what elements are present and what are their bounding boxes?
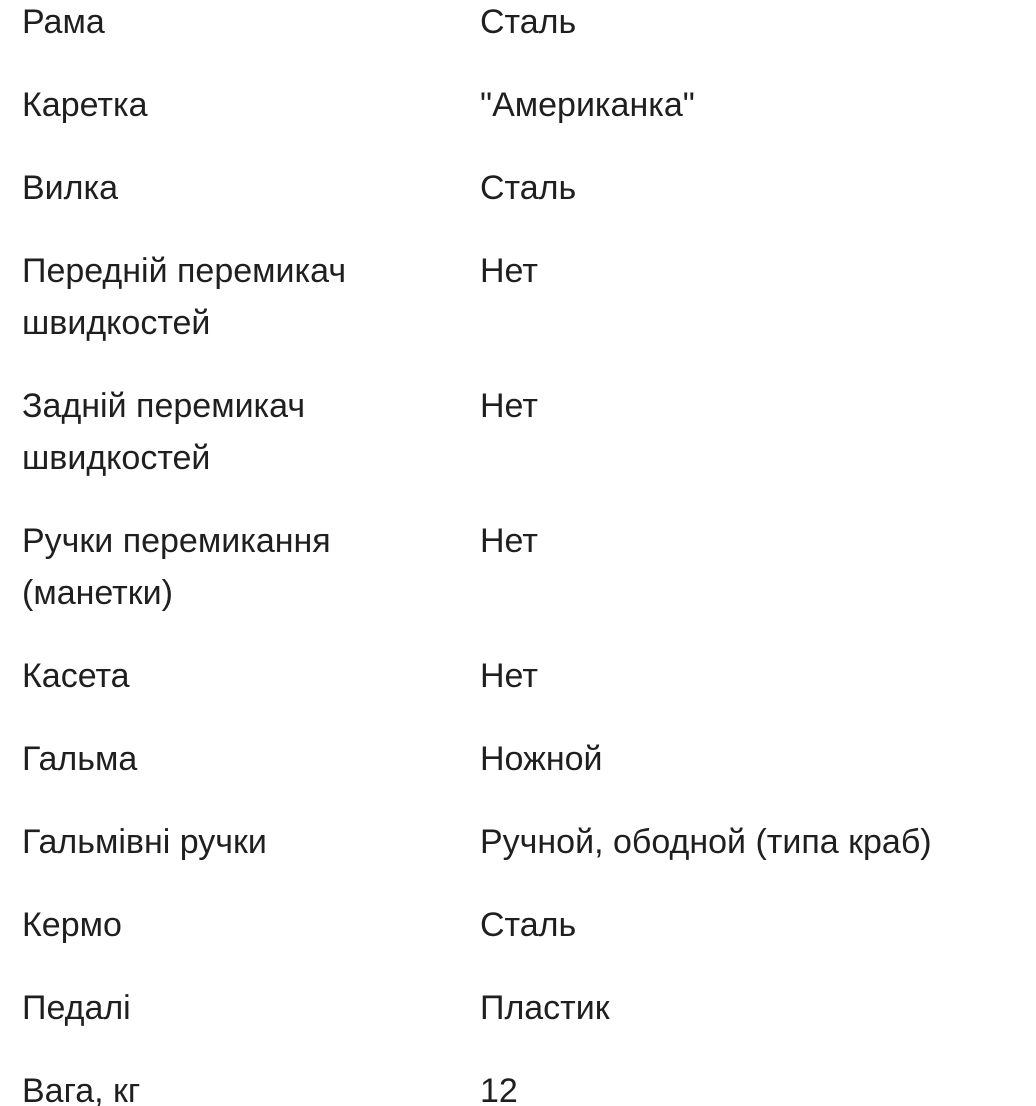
spec-label: Вага, кг	[22, 1072, 141, 1106]
spec-value: 12	[480, 1072, 518, 1106]
spec-label: Каретка	[22, 86, 148, 124]
spec-value: Нет	[480, 387, 538, 425]
spec-value: Сталь	[480, 169, 577, 207]
spec-row-brakes	[22, 733, 1022, 785]
spec-row-brake-levers	[22, 816, 1022, 868]
spec-value: Нет	[480, 657, 538, 695]
spec-row-front-derailleur	[22, 245, 1022, 349]
spec-value: Пластик	[480, 989, 610, 1027]
spec-value: Нет	[480, 252, 538, 290]
spec-label: Кермо	[22, 906, 122, 944]
spec-value: "Американка"	[480, 86, 695, 124]
spec-row-pedals	[22, 982, 1022, 1034]
spec-value: Ручной, ободной (типа краб)	[480, 823, 932, 861]
spec-label: Задній перемикач швидкостей	[22, 387, 306, 477]
spec-label: Педалі	[22, 989, 131, 1027]
spec-row-handlebar	[22, 899, 1022, 951]
spec-row-bottom-bracket	[22, 79, 1022, 131]
spec-value: Сталь	[480, 906, 577, 944]
spec-label: Ручки перемикання (манетки)	[22, 522, 331, 612]
spec-label: Рама	[22, 3, 105, 41]
spec-label: Вилка	[22, 169, 119, 207]
spec-label: Гальмівні ручки	[22, 823, 267, 861]
spec-value: Нет	[480, 522, 538, 560]
spec-row-cassette	[22, 650, 1022, 702]
spec-value: Ножной	[480, 740, 603, 778]
spec-table	[22, 0, 1022, 1106]
spec-label: Передній перемикач швидкостей	[22, 252, 347, 342]
spec-label: Гальма	[22, 740, 138, 778]
spec-row-rear-derailleur	[22, 380, 1022, 484]
spec-value: Сталь	[480, 3, 577, 41]
spec-row-shifters	[22, 515, 1022, 619]
spec-row-frame	[22, 0, 1022, 48]
spec-row-fork	[22, 162, 1022, 214]
spec-row-weight	[22, 1065, 1022, 1106]
spec-label: Касета	[22, 657, 130, 695]
